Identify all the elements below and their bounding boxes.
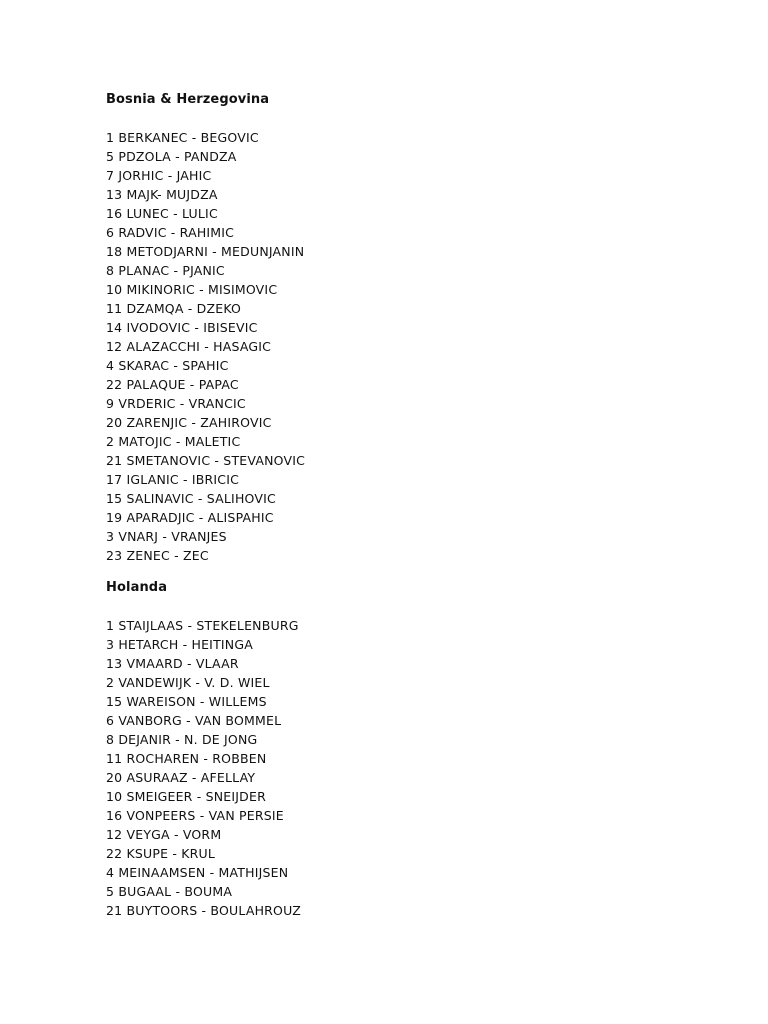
list-item: 10 SMEIGEER - SNEIJDER	[106, 789, 266, 804]
list-item: 4 MEINAAMSEN - MATHIJSEN	[106, 865, 289, 880]
list-item: 13 VMAARD - VLAAR	[106, 656, 239, 671]
list-item: 2 MATOJIC - MALETIC	[106, 434, 241, 449]
player-list	[106, 128, 726, 565]
list-item: 21 BUYTOORS - BOULAHROUZ	[106, 903, 301, 918]
list-item: 22 PALAQUE - PAPAC	[106, 377, 239, 392]
list-item: 1 STAIJLAAS - STEKELENBURG	[106, 618, 299, 633]
document-body	[106, 90, 726, 920]
list-item: 20 ZARENJIC - ZAHIROVIC	[106, 415, 272, 430]
list-item: 18 METODJARNI - MEDUNJANIN	[106, 244, 305, 259]
list-item: 16 LUNEC - LULIC	[106, 206, 218, 221]
player-list	[106, 616, 726, 920]
list-item: 6 VANBORG - VAN BOMMEL	[106, 713, 282, 728]
list-item: 12 ALAZACCHI - HASAGIC	[106, 339, 272, 354]
list-item: 21 SMETANOVIC - STEVANOVIC	[106, 453, 306, 468]
list-item: 8 DEJANIR - N. DE JONG	[106, 732, 258, 747]
list-item: 13 MAJK- MUJDZA	[106, 187, 218, 202]
list-item: 11 ROCHAREN - ROBBEN	[106, 751, 267, 766]
section-title: Bosnia & Herzegovina	[106, 92, 270, 107]
list-item: 15 SALINAVIC - SALIHOVIC	[106, 491, 276, 506]
list-item: 22 KSUPE - KRUL	[106, 846, 216, 861]
list-item: 15 WAREISON - WILLEMS	[106, 694, 267, 709]
section-bosnia-herzegovina	[106, 90, 726, 565]
list-item: 3 HETARCH - HEITINGA	[106, 637, 253, 652]
list-item: 6 RADVIC - RAHIMIC	[106, 225, 235, 240]
list-item: 17 IGLANIC - IBRICIC	[106, 472, 240, 487]
list-item: 7 JORHIC - JAHIC	[106, 168, 212, 183]
list-item: 20 ASURAAZ - AFELLAY	[106, 770, 256, 785]
list-item: 19 APARADJIC - ALISPAHIC	[106, 510, 274, 525]
list-item: 14 IVODOVIC - IBISEVIC	[106, 320, 258, 335]
section-title: Holanda	[106, 580, 168, 595]
list-item: 8 PLANAC - PJANIC	[106, 263, 225, 278]
list-item: 9 VRDERIC - VRANCIC	[106, 396, 246, 411]
list-item: 12 VEYGA - VORM	[106, 827, 222, 842]
list-item: 11 DZAMQA - DZEKO	[106, 301, 242, 316]
list-item: 10 MIKINORIC - MISIMOVIC	[106, 282, 278, 297]
list-item: 3 VNARJ - VRANJES	[106, 529, 227, 544]
list-item: 5 BUGAAL - BOUMA	[106, 884, 233, 899]
list-item: 23 ZENEC - ZEC	[106, 548, 209, 563]
list-item: 2 VANDEWIJK - V. D. WIEL	[106, 675, 270, 690]
section-holanda	[106, 578, 726, 920]
list-item: 16 VONPEERS - VAN PERSIE	[106, 808, 284, 823]
list-item: 1 BERKANEC - BEGOVIC	[106, 130, 259, 145]
list-item: 5 PDZOLA - PANDZA	[106, 149, 237, 164]
list-item: 4 SKARAC - SPAHIC	[106, 358, 229, 373]
